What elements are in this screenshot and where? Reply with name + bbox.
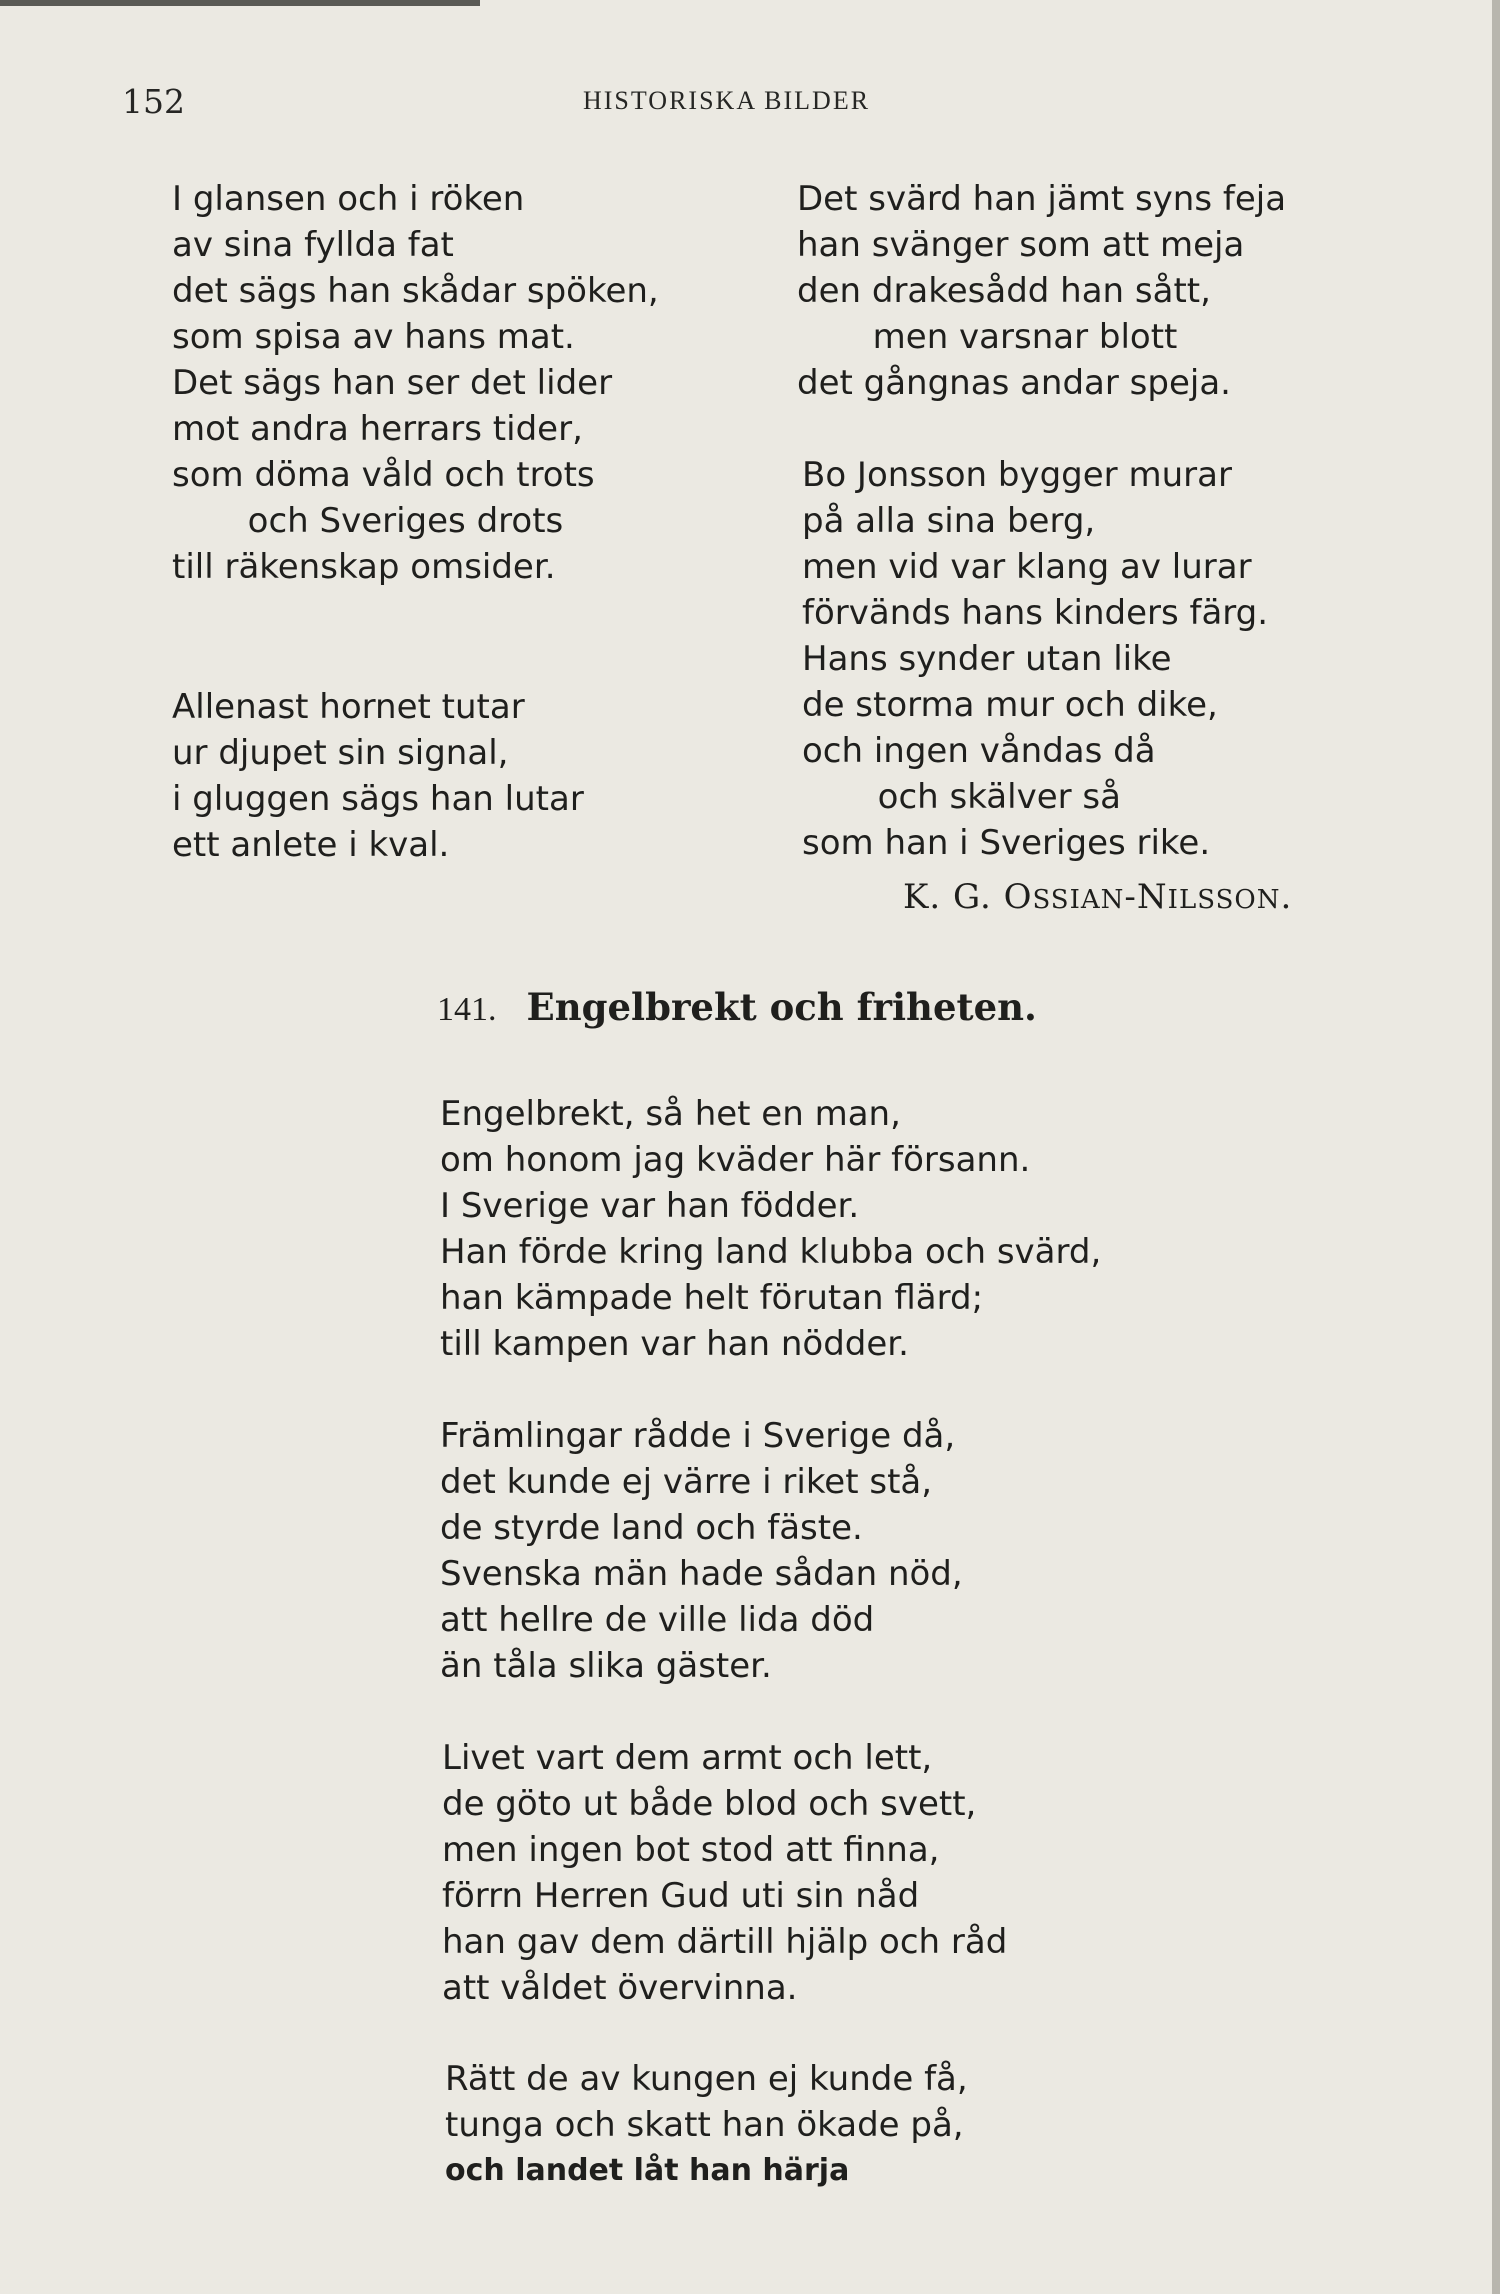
right-stanza-2	[802, 452, 1268, 866]
verse-line: Det svärd han jämt syns feja	[797, 179, 1287, 219]
verse-line: tunga och skatt han ökade på,	[445, 2105, 964, 2145]
verse-line: de storma mur och dike,	[802, 685, 1218, 725]
verse-line: Svenska män hade sådan nöd,	[440, 1554, 963, 1594]
verse-line: ur djupet sin signal,	[172, 733, 509, 773]
verse-line: det kunde ej värre i riket stå,	[440, 1462, 933, 1502]
poem-title: Engelbrekt och friheten.	[526, 985, 1037, 1029]
verse-line: han svänger som att meja	[797, 225, 1245, 265]
verse-line: men ingen bot stod att finna,	[442, 1830, 940, 1870]
verse-line: som han i Sveriges rike.	[802, 823, 1211, 863]
verse-line: ett anlete i kval.	[172, 825, 450, 865]
page-header	[0, 82, 1500, 132]
verse-line: Allenast hornet tutar	[172, 687, 525, 727]
poem-stanza-1	[440, 1091, 1101, 1367]
author-signature	[903, 877, 1292, 917]
verse-line: det sägs han skådar spöken,	[172, 271, 659, 311]
verse-line: mot andra herrars tider,	[172, 409, 583, 449]
verse-line: Rätt de av kungen ej kunde få,	[445, 2059, 968, 2099]
poem-stanza-3	[442, 1735, 1007, 2011]
signature-end: .	[1280, 877, 1293, 917]
verse-line: Han förde kring land klubba och svärd,	[440, 1232, 1102, 1272]
verse-line: som spisa av hans mat.	[172, 317, 575, 357]
verse-line: men varsnar blott	[797, 317, 1178, 357]
verse-line: men vid var klang av lurar	[802, 547, 1252, 587]
verse-line: Det sägs han ser det lider	[172, 363, 613, 403]
verse-line: och Sveriges drots	[172, 501, 564, 541]
verse-line: han kämpade helt förutan flärd;	[440, 1278, 984, 1318]
verse-line: Hans synder utan like	[802, 639, 1172, 679]
top-rule	[0, 0, 480, 6]
verse-line: om honom jag kväder här försann.	[440, 1140, 1031, 1180]
verse-line: i gluggen sägs han lutar	[172, 779, 584, 819]
verse-line: I glansen och i röken	[172, 179, 525, 219]
signature-dash: -N	[1124, 877, 1168, 917]
poem-number: 141.	[437, 991, 497, 1028]
verse-line: de styrde land och fäste.	[440, 1508, 863, 1548]
verse-line: Främlingar rådde i Sverige då,	[440, 1416, 956, 1456]
verse-line: av sina fyllda fat	[172, 225, 454, 265]
verse-line: till räkenskap omsider.	[172, 547, 556, 587]
verse-line: förvänds hans kinders färg.	[802, 593, 1269, 633]
verse-line: på alla sina berg,	[802, 501, 1096, 541]
verse-line: förrn Herren Gud uti sin nåd	[442, 1876, 920, 1916]
verse-line: Engelbrekt, så het en man,	[440, 1094, 901, 1134]
verse-line: de göto ut både blod och svett,	[442, 1784, 977, 1824]
verse-line: Bo Jonsson bygger murar	[802, 455, 1232, 495]
verse-line: och skälver så	[802, 777, 1121, 817]
verse-line: att våldet övervinna.	[442, 1968, 798, 2008]
signature-initials: K. G. O	[903, 877, 1033, 917]
left-stanza-2	[172, 684, 584, 868]
verse-line: till kampen var han nödder.	[440, 1324, 909, 1364]
left-stanza-1	[172, 176, 659, 590]
verse-line: det gångnas andar speja.	[797, 363, 1231, 403]
verse-line: att hellre de ville lida död	[440, 1600, 875, 1640]
signature-smallcaps: SSIAN	[1032, 885, 1125, 915]
verse-line: Livet vart dem armt och lett,	[442, 1738, 933, 1778]
right-stanza-1	[797, 176, 1286, 406]
page-edge	[1492, 0, 1500, 2294]
running-head: HISTORISKA BILDER	[583, 86, 871, 115]
verse-line: än tåla slika gäster.	[440, 1646, 772, 1686]
verse-line: som döma våld och trots	[172, 455, 595, 495]
poem-stanza-4	[445, 2056, 968, 2194]
poem-heading	[437, 985, 1037, 1029]
page-number: 152	[122, 82, 185, 121]
verse-line: och ingen våndas då	[802, 731, 1156, 771]
verse-line: den drakesådd han sått,	[797, 271, 1211, 311]
verse-line: I Sverige var han födder.	[440, 1186, 860, 1226]
verse-line: han gav dem därtill hjälp och råd	[442, 1922, 1008, 1962]
poem-stanza-2	[440, 1413, 963, 1689]
verse-line: och landet låt han härja	[445, 2153, 850, 2188]
signature-smallcaps: ILSSON	[1167, 885, 1281, 915]
